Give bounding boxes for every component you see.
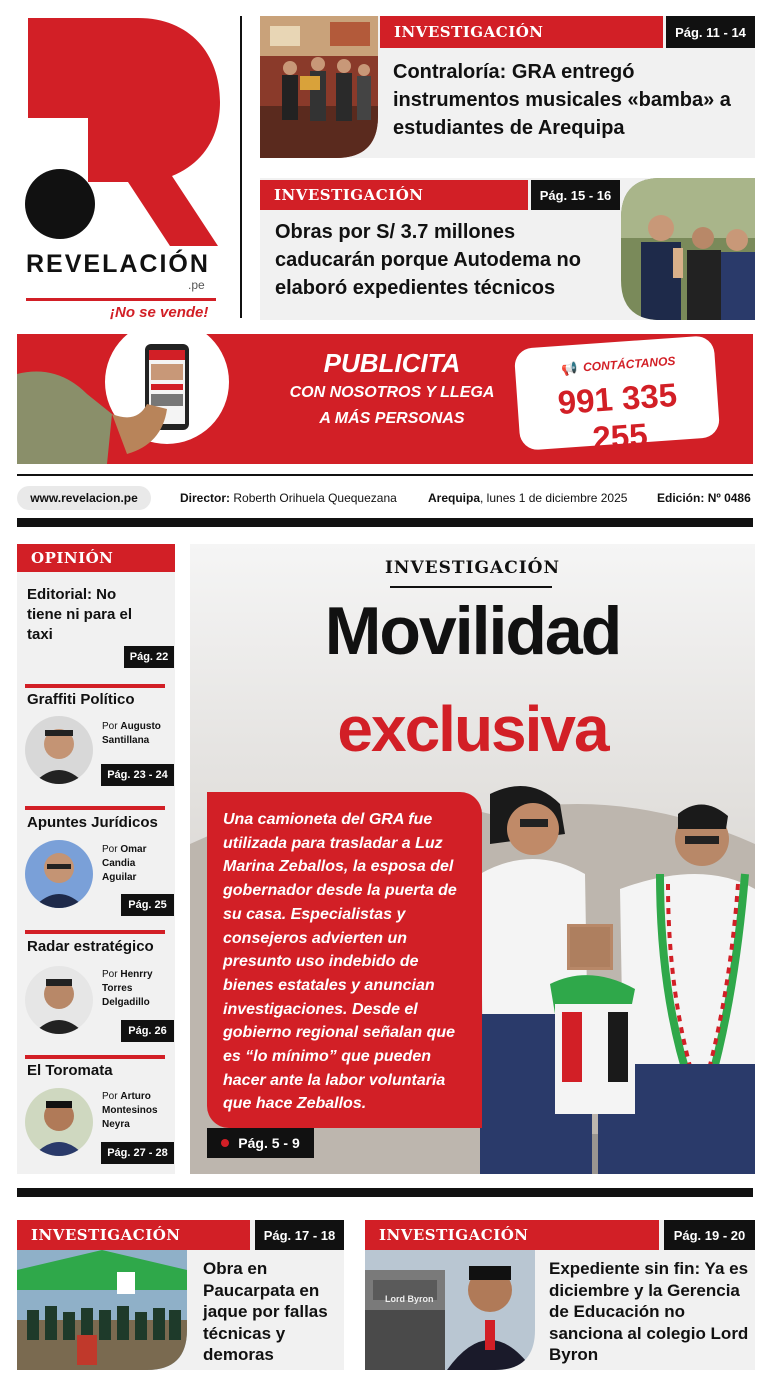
- main-story-pages-label: Pág. 5 - 9: [238, 1135, 300, 1151]
- bottom-story-2-photo: [365, 1250, 535, 1370]
- top-story-1-photo: [260, 16, 378, 158]
- column-3-avatar: [25, 966, 93, 1034]
- column-1-author: Por Augusto Santillana: [102, 721, 161, 746]
- sidebar-section-tag: OPINIÓN: [17, 544, 175, 572]
- top-story-1-headline[interactable]: Contraloría: GRA entregó instrumentos musicales «bamba» a estudiantes de Arequipa: [393, 61, 731, 139]
- column-2-title[interactable]: Apuntes Jurídicos: [27, 814, 158, 831]
- ad-contact-box[interactable]: [514, 335, 721, 457]
- bottom-story-1-tag[interactable]: INVESTIGACIÓN: [17, 1220, 250, 1250]
- masthead-vertical-rule: [240, 16, 242, 318]
- infobar-thick-rule: [17, 518, 753, 527]
- main-story-title-1[interactable]: Movilidad: [324, 593, 621, 669]
- column-3-pages[interactable]: Pág. 26: [121, 1020, 174, 1042]
- main-story-tag: INVESTIGACIÓN: [384, 558, 561, 578]
- bullet-icon: [221, 1139, 229, 1147]
- bottom-story-1-headline[interactable]: Obra en Paucarpata en jaque por fallas técnicas y demoras: [203, 1259, 328, 1364]
- top-story-2-photo: [621, 178, 755, 320]
- main-story-pages[interactable]: [207, 1128, 314, 1158]
- column-2-author: Por Omar Candia Aguilar: [102, 844, 147, 883]
- column-2-bar: [25, 806, 165, 810]
- column-2-avatar: [25, 840, 93, 908]
- bottom-story-1-pages[interactable]: Pág. 17 - 18: [255, 1220, 344, 1250]
- main-story[interactable]: [190, 544, 755, 1174]
- building-sign: Lord Byron: [385, 1294, 434, 1304]
- column-3-author: Por Henrry Torres Delgadillo: [102, 969, 153, 1008]
- edition-label: Edición:: [657, 491, 705, 505]
- editorial-pages[interactable]: Pág. 22: [124, 646, 174, 668]
- city: Arequipa: [428, 491, 481, 505]
- ad-line-1: CON NOSOTROS Y LLEGA: [289, 384, 495, 401]
- bottom-story-2[interactable]: [365, 1220, 755, 1370]
- main-story-summary-box: [207, 792, 482, 1128]
- edition-info: [657, 491, 751, 505]
- column-2-pages[interactable]: Pág. 25: [121, 894, 174, 916]
- main-story-summary: Una camioneta del GRA fue utilizada para trasladar a Luz Marina Zeballos, la esposa del gobernador desde la puerta de su casa. Especialistas y consejeros advierten un presunto uso indebido de bienes estatales y anuncian investigaciones. Desde el gobierno regional señalan que es “lo mínimo” que pueden hacer ante la labor voluntaria que hace Zeballos.: [223, 811, 457, 1113]
- column-4-avatar: [25, 1088, 93, 1156]
- bottom-thick-rule: [17, 1188, 753, 1197]
- logo-r-mark: [20, 14, 225, 254]
- top-story-1-tag[interactable]: INVESTIGACIÓN: [380, 16, 663, 48]
- logo-wordmark: REVELACIÓN: [26, 250, 210, 278]
- column-3-title[interactable]: Radar estratégico: [27, 938, 154, 955]
- edition-number: Nº 0486: [707, 491, 751, 505]
- bottom-story-2-pages[interactable]: Pág. 19 - 20: [664, 1220, 755, 1250]
- top-story-2[interactable]: [260, 178, 755, 320]
- date-info: [428, 491, 627, 505]
- logo-divider: [26, 298, 216, 301]
- director-name: Roberth Orihuela Quequezana: [233, 491, 397, 505]
- editorial-title[interactable]: Editorial: No tiene ni para el taxi: [27, 586, 133, 643]
- column-4-title[interactable]: El Toromata: [27, 1062, 113, 1079]
- top-story-2-pages[interactable]: Pág. 15 - 16: [531, 180, 620, 210]
- bottom-story-2-headline[interactable]: Expediente sin fin: Ya es diciembre y la Gerencia de Educación no sanciona al colegio Lord Byron: [549, 1259, 749, 1364]
- director-info: [180, 491, 397, 505]
- top-story-1-pages[interactable]: Pág. 11 - 14: [666, 16, 755, 48]
- column-1-pages[interactable]: Pág. 23 - 24: [101, 764, 174, 786]
- bottom-story-1[interactable]: [17, 1220, 344, 1370]
- column-1-avatar: [25, 716, 93, 784]
- bottom-story-1-photo: [17, 1250, 187, 1370]
- column-3-bar: [25, 930, 165, 934]
- top-rule: [17, 474, 753, 476]
- column-1-bar: [25, 684, 165, 688]
- column-4-author: Por Arturo Montesinos Neyra: [102, 1091, 158, 1130]
- ad-banner[interactable]: [17, 334, 753, 464]
- megaphone-icon: 📢: [560, 360, 578, 377]
- logo[interactable]: [20, 14, 225, 324]
- column-4-bar: [25, 1055, 165, 1059]
- main-story-tag-underline: [390, 586, 552, 588]
- column-1-title[interactable]: Graffiti Político: [27, 691, 135, 708]
- bottom-story-2-tag[interactable]: INVESTIGACIÓN: [365, 1220, 659, 1250]
- slogan: ¡No se vende!: [110, 304, 209, 321]
- ad-contact-label: CONTÁCTANOS: [582, 353, 676, 375]
- column-4-pages[interactable]: Pág. 27 - 28: [101, 1142, 174, 1164]
- ad-phone[interactable]: 991 335 255: [556, 375, 679, 457]
- ad-phone-illustration: [17, 334, 237, 464]
- website-pill[interactable]: www.revelacion.pe: [17, 486, 151, 510]
- top-story-2-tag[interactable]: INVESTIGACIÓN: [260, 180, 528, 210]
- date: , lunes 1 de diciembre 2025: [480, 491, 628, 505]
- director-label: Director:: [180, 491, 231, 505]
- ad-line-2: A MÁS PERSONAS: [319, 410, 465, 427]
- top-story-1[interactable]: [260, 16, 755, 158]
- main-story-title-2[interactable]: exclusiva: [337, 693, 608, 765]
- logo-domain: .pe: [188, 278, 205, 292]
- top-story-2-headline[interactable]: Obras por S/ 3.7 millones caducarán porque Autodema no elaboró expedientes técnicos: [275, 221, 581, 299]
- ad-title: PUBLICITA: [323, 348, 461, 378]
